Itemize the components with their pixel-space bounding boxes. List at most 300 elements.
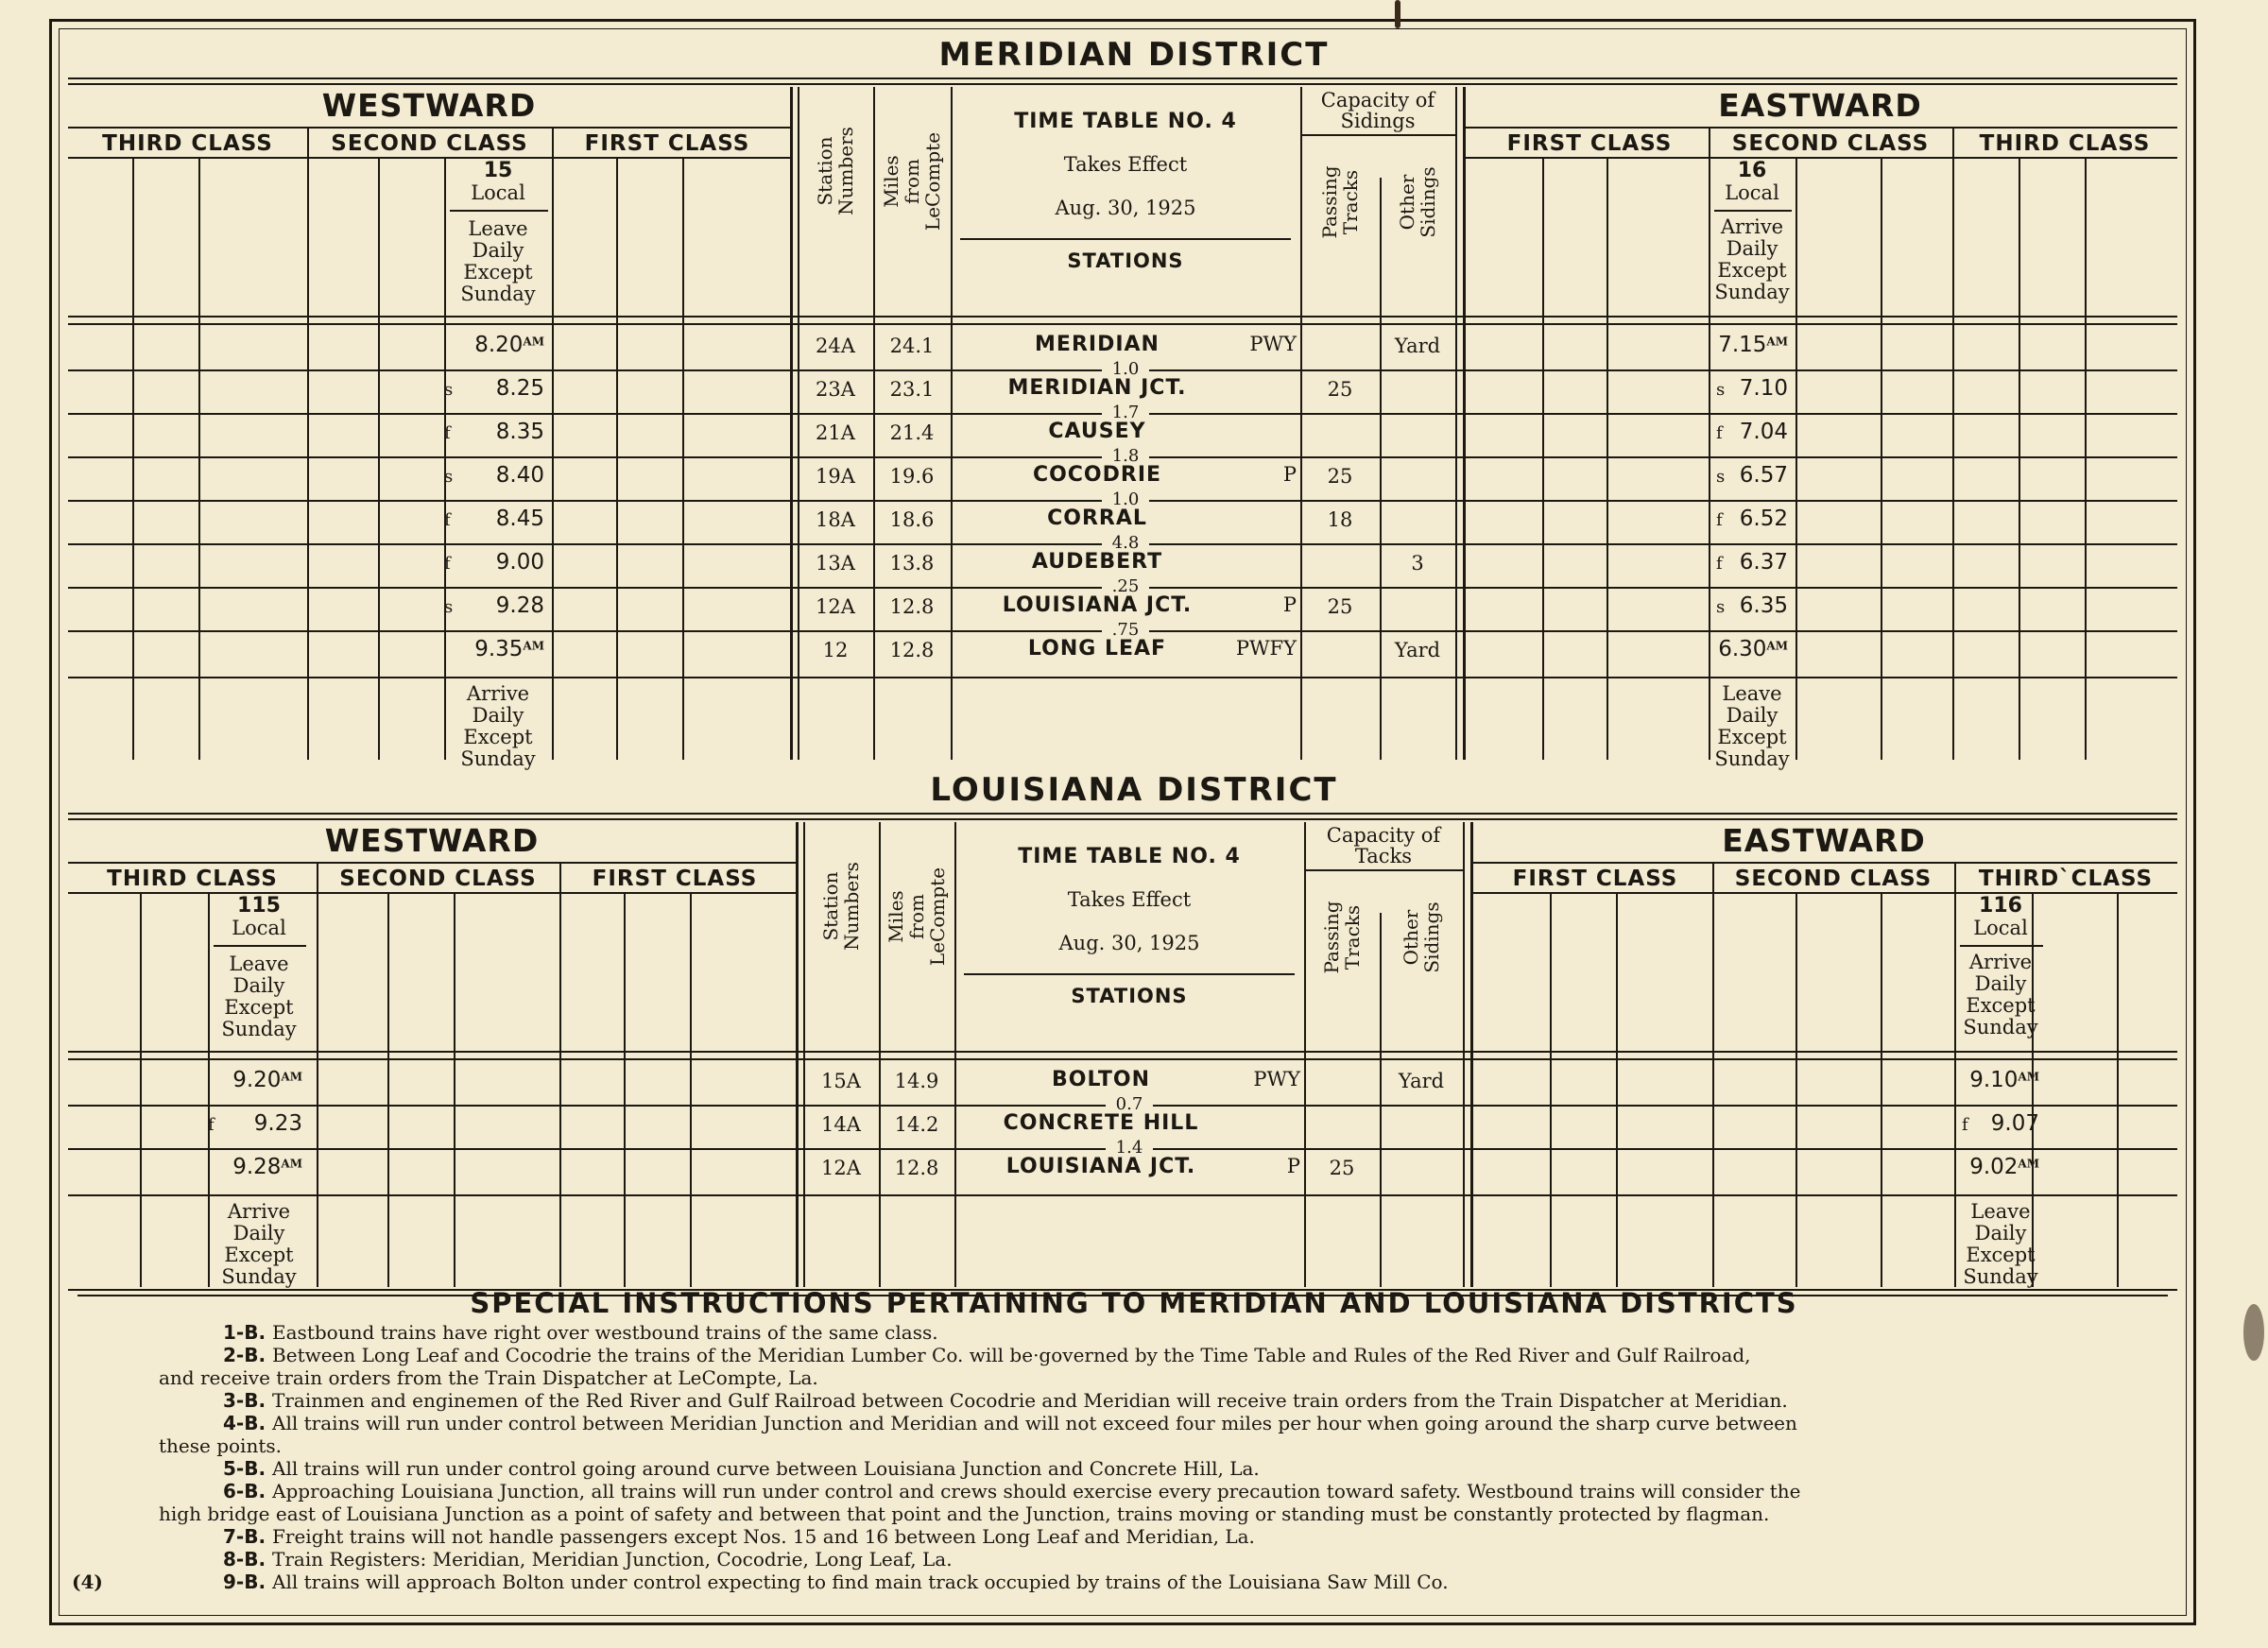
station-numbers-label-line: Station	[814, 136, 836, 206]
westward-rule	[68, 127, 790, 129]
row-rule	[68, 456, 951, 458]
station-number: 23A	[816, 378, 855, 401]
second-class-heading: SECOND CLASS	[1731, 131, 1930, 156]
am-pm-marker: AM	[2018, 1070, 2039, 1084]
third-class-heading: THIRD CLASS	[102, 131, 273, 156]
third-class-heading: THIRD CLASS	[1979, 131, 2151, 156]
other-sidings-label-line: Other	[1396, 174, 1418, 231]
instruction-number: 8-B.	[223, 1548, 273, 1571]
stations-heading: STATIONS	[1067, 249, 1184, 272]
row-rule	[1300, 456, 2177, 458]
eastbound-time-cell	[1716, 420, 1788, 444]
class-rule	[1470, 892, 2177, 894]
station-number: 13A	[816, 552, 855, 575]
eastbound-leave-note: Leave	[1970, 1200, 2031, 1223]
train-time: 7.04	[1739, 420, 1788, 444]
stations-heading: STATIONS	[1071, 985, 1188, 1007]
stop-flag: f	[1716, 510, 1723, 530]
station-number: 12A	[821, 1157, 861, 1179]
other-sidings-capacity: 3	[1411, 552, 1424, 575]
eastbound-time-cell	[1716, 376, 1788, 401]
class-divider	[307, 127, 309, 760]
instruction-text: Eastbound trains have right over westbound trains of the same class.	[272, 1321, 938, 1344]
train-time: 9.20	[232, 1068, 282, 1092]
passing-tracks-label-line: Tracks	[1339, 169, 1362, 235]
distance-between-stations: 4.8	[1111, 533, 1140, 553]
timetable-title: TIME TABLE NO. 4	[1018, 845, 1241, 868]
eastward-rule	[1470, 862, 2177, 864]
row-rule	[68, 369, 951, 371]
westbound-train-type: Local	[471, 181, 525, 204]
passing-tracks-capacity: 25	[1327, 378, 1353, 401]
effective-date: Aug. 30, 1925	[1055, 197, 1196, 219]
eastbound-arrive-note: Sunday	[1714, 281, 1790, 303]
class-divider	[317, 862, 318, 1287]
instruction-line	[223, 1480, 1800, 1502]
train-column-rule	[1881, 157, 1882, 760]
row-rule	[68, 630, 951, 632]
stop-flag: f	[444, 510, 451, 530]
capacity-label: Tacks	[1354, 845, 1413, 867]
eastbound-leave-note: Except	[1966, 1244, 2036, 1266]
miles-from-lecompte: 13.8	[889, 552, 935, 575]
other-sidings-capacity: Yard	[1394, 639, 1441, 661]
train-column-rule	[132, 157, 134, 760]
station-name: CAUSEY	[1048, 420, 1146, 443]
instruction-text: these points.	[159, 1434, 282, 1457]
instruction-text: Approaching Louisiana Junction, all trains will run under control and crews should exercise every precaution toward safety. Westbound trains will consider the	[272, 1480, 1801, 1502]
stop-flag: f	[444, 554, 451, 574]
eastbound-time-cell	[1716, 333, 1788, 357]
train-time: 6.30	[1718, 637, 1767, 661]
district-title-rule	[68, 83, 2177, 85]
row-rule	[1300, 413, 2177, 415]
row-rule	[68, 413, 951, 415]
stop-flag: s	[444, 597, 454, 617]
eastward-heading: EASTWARD	[1718, 87, 1922, 124]
westbound-leave-note: Sunday	[221, 1018, 297, 1040]
passing-divider	[1380, 913, 1382, 1287]
westbound-train-number: 115	[237, 894, 281, 918]
station-name: BOLTON	[1052, 1068, 1150, 1091]
westbound-time-cell	[208, 1068, 302, 1092]
train-time: 6.57	[1739, 463, 1788, 488]
row-rule	[1300, 500, 2177, 502]
passing-tracks-capacity: 25	[1329, 1157, 1355, 1179]
passing-tracks-capacity: 25	[1327, 595, 1353, 618]
instruction-text: Between Long Leaf and Cocodrie the trains of the Meridian Lumber Co. will be·governed by the Time Table and Rules of the Red River and Gulf Railroad,	[272, 1344, 1751, 1366]
train-column-rule	[1796, 157, 1797, 760]
train-column-rule	[624, 892, 626, 1287]
station-codes: P	[1282, 593, 1297, 616]
row-rule	[68, 543, 951, 545]
train-time: 8.20	[474, 333, 524, 357]
train-time: 8.35	[495, 420, 544, 444]
eastbound-arrive-note: Daily	[1726, 237, 1778, 260]
station-name: LOUISIANA JCT.	[1005, 1155, 1196, 1178]
instruction-number: 6-B.	[223, 1480, 273, 1502]
class-divider	[559, 862, 561, 1287]
stop-flag: f	[444, 423, 451, 443]
row-rule	[68, 587, 951, 589]
class-rule	[1463, 157, 2177, 159]
eastbound-time-cell	[1962, 1155, 2039, 1179]
westbound-leave-note: Daily	[232, 974, 285, 997]
class-divider	[552, 127, 554, 760]
miles-from-lecompte: 18.6	[889, 508, 935, 531]
passing-tracks-label	[1319, 146, 1361, 259]
miles-from-lecompte: 24.1	[889, 335, 935, 357]
miles-from-lecompte: 21.4	[889, 421, 935, 444]
instruction-line	[223, 1321, 938, 1344]
passing-tracks-label	[1321, 881, 1363, 994]
eastward-heading: EASTWARD	[1722, 822, 1926, 859]
other-sidings-label	[1397, 146, 1438, 259]
instruction-line	[159, 1502, 1769, 1525]
other-sidings-label-line: Sidings	[1420, 901, 1443, 973]
section-divider	[1470, 822, 1473, 1287]
station-numbers-label-line: Numbers	[840, 862, 863, 951]
eastbound-time-cell	[1962, 1111, 2039, 1136]
train-time: 8.25	[495, 376, 544, 401]
instruction-number: 2-B.	[223, 1344, 273, 1366]
miles-from-lecompte-label-line: from	[905, 894, 928, 939]
eastbound-train-number: 116	[1979, 894, 2022, 918]
station-number: 18A	[816, 508, 855, 531]
table-foot-rule	[68, 1194, 2177, 1196]
stop-flag: f	[1716, 423, 1723, 443]
miles-from-lecompte-label-line: LeCompte	[926, 867, 949, 967]
westbound-arrive-note: Except	[224, 1244, 294, 1266]
instruction-text: Freight trains will not handle passengers except Nos. 15 and 16 between Long Leaf and Meridian, La.	[272, 1525, 1255, 1548]
train-header-rule	[214, 945, 306, 947]
miles-from-lecompte-label-line: from	[901, 159, 923, 204]
eastbound-arrive-note: Except	[1966, 994, 2036, 1017]
capacity-rule	[1300, 134, 1455, 136]
miles-from-lecompte-label	[885, 860, 948, 973]
timetable-title: TIME TABLE NO. 4	[1014, 110, 1237, 133]
train-time: 9.28	[232, 1155, 282, 1179]
train-time: 7.15	[1718, 333, 1767, 357]
miles-from-lecompte-label-line: LeCompte	[921, 131, 944, 232]
westbound-time-cell	[444, 333, 544, 357]
train-time: 9.10	[1969, 1068, 2019, 1092]
instruction-number: 3-B.	[223, 1389, 273, 1412]
train-column-rule	[2019, 157, 2020, 760]
eastbound-time-cell	[1716, 550, 1788, 575]
instruction-line	[223, 1412, 1797, 1434]
station-name: COCODRIE	[1032, 463, 1162, 487]
station-name: AUDEBERT	[1031, 550, 1163, 574]
instruction-number: 7-B.	[223, 1525, 273, 1548]
miles-divider	[951, 87, 953, 760]
third-class-heading: THIRD CLASS	[107, 867, 278, 891]
first-class-heading: FIRST CLASS	[1512, 867, 1678, 891]
westward-heading: WESTWARD	[324, 822, 540, 859]
station-name: MERIDIAN JCT.	[1007, 376, 1187, 400]
train-time: 6.52	[1739, 506, 1788, 531]
row-rule	[1300, 630, 2177, 632]
stop-flag: f	[208, 1115, 215, 1135]
capacity-label: Capacity of	[1320, 89, 1435, 112]
other-sidings-label-line: Other	[1400, 909, 1422, 966]
instruction-line	[223, 1571, 1449, 1593]
westward-rule	[68, 862, 796, 864]
station-number: 21A	[816, 421, 855, 444]
distance-between-stations: 1.0	[1111, 359, 1140, 379]
westbound-leave-note: Leave	[468, 217, 528, 240]
instruction-line	[223, 1344, 1751, 1366]
other-sidings-label-line: Sidings	[1417, 166, 1439, 238]
distance-between-stations: 1.7	[1111, 403, 1140, 422]
stations-divider	[1304, 822, 1306, 1287]
train-time: 9.23	[253, 1111, 302, 1136]
westbound-arrive-note: Arrive	[227, 1200, 291, 1223]
other-sidings-capacity: Yard	[1394, 335, 1441, 357]
eastbound-arrive-note: Sunday	[1963, 1016, 2038, 1039]
eastbound-time-cell	[1716, 506, 1788, 531]
station-number: 24A	[816, 335, 855, 357]
distance-between-stations: 0.7	[1115, 1094, 1143, 1114]
am-pm-marker: AM	[281, 1070, 302, 1084]
instruction-line	[159, 1366, 818, 1389]
westbound-time-cell	[208, 1155, 302, 1179]
passing-divider	[1380, 178, 1382, 760]
train-header-rule	[1714, 210, 1792, 212]
station-number: 12A	[816, 595, 855, 618]
train-column-rule	[1542, 157, 1544, 760]
page-number: (4)	[72, 1571, 103, 1593]
instruction-number: 5-B.	[223, 1457, 273, 1480]
instruction-text: Train Registers: Meridian, Meridian Junction, Cocodrie, Long Leaf, La.	[272, 1548, 953, 1571]
train-time: 9.28	[495, 593, 544, 618]
table-foot-rule	[68, 677, 2177, 678]
instruction-number: 1-B.	[223, 1321, 273, 1344]
eastbound-leave-note: Leave	[1722, 682, 1782, 705]
westbound-arrive-note: Sunday	[221, 1265, 297, 1288]
westbound-arrive-note: Arrive	[466, 682, 530, 705]
train-time: 8.40	[495, 463, 544, 488]
westbound-time-cell	[208, 1111, 302, 1136]
westbound-leave-note: Except	[224, 996, 294, 1019]
ink-stain	[2243, 1304, 2264, 1361]
train-column-rule	[1796, 892, 1797, 1287]
westbound-train-type: Local	[232, 917, 286, 939]
other-sidings-capacity: Yard	[1398, 1070, 1445, 1092]
train-time: 6.35	[1739, 593, 1788, 618]
westbound-arrive-note: Sunday	[460, 747, 536, 770]
westbound-leave-note: Daily	[472, 239, 524, 262]
third-class-heading: THIRD`CLASS	[1978, 867, 2154, 891]
miles-from-lecompte-label-line: Miles	[880, 155, 902, 208]
eastbound-arrive-note: Daily	[1974, 972, 2027, 995]
district-title-rule	[68, 77, 2177, 79]
row-rule	[68, 500, 951, 502]
westbound-time-cell	[444, 637, 544, 661]
district-title: LOUISIANA DISTRICT	[930, 771, 1338, 809]
instruction-text: All trains will run under control going around curve between Louisiana Junction and Concrete Hill, La.	[272, 1457, 1260, 1480]
distance-between-stations: 1.0	[1111, 489, 1140, 509]
distance-between-stations: .75	[1111, 620, 1140, 640]
station-number: 19A	[816, 465, 855, 488]
eastbound-time-cell	[1716, 637, 1788, 661]
miles-from-lecompte: 12.8	[889, 595, 935, 618]
westbound-time-cell	[444, 463, 544, 488]
class-divider	[1712, 862, 1714, 1287]
station-numbers-label-line: Numbers	[834, 127, 857, 215]
station-codes: P	[1286, 1155, 1300, 1177]
eastbound-time-cell	[1716, 593, 1788, 618]
row-rule	[68, 1148, 954, 1150]
train-column-rule	[1881, 892, 1882, 1287]
instruction-number: 4-B.	[223, 1412, 273, 1434]
stop-flag: s	[1716, 597, 1726, 617]
train-column-rule	[1550, 892, 1552, 1287]
eastbound-leave-note: Sunday	[1963, 1265, 2038, 1288]
instruction-line	[159, 1434, 282, 1457]
train-column-rule	[387, 892, 389, 1287]
table-head-rule	[68, 1058, 2177, 1060]
other-sidings-label	[1400, 881, 1442, 994]
second-class-heading: SECOND CLASS	[1734, 867, 1933, 891]
distance-between-stations: .25	[1111, 576, 1140, 596]
eastward-rule	[1463, 127, 2177, 129]
station-name: CORRAL	[1047, 506, 1147, 530]
westbound-time-cell	[444, 506, 544, 531]
capacity-label: Sidings	[1340, 110, 1416, 132]
miles-from-lecompte: 12.8	[894, 1157, 939, 1179]
eastbound-train-type: Local	[1725, 181, 1779, 204]
eastbound-leave-note: Daily	[1974, 1222, 2027, 1245]
train-time: 8.45	[495, 506, 544, 531]
miles-from-lecompte: 14.2	[894, 1113, 939, 1136]
westbound-time-cell	[444, 376, 544, 401]
eastbound-leave-note: Daily	[1726, 704, 1778, 727]
train-column-rule	[616, 157, 618, 760]
instruction-line	[223, 1457, 1260, 1480]
station-codes: P	[1282, 463, 1297, 486]
eastbound-leave-note: Except	[1717, 726, 1787, 748]
westbound-time-cell	[444, 593, 544, 618]
eastbound-leave-note: Sunday	[1714, 747, 1790, 770]
section-divider	[803, 822, 805, 1287]
eastbound-arrive-note: Arrive	[1968, 951, 2033, 973]
stations-divider	[1300, 87, 1302, 760]
ink-mark	[1395, 0, 1400, 28]
stop-flag: s	[1716, 380, 1726, 400]
district-title-rule	[68, 818, 2177, 820]
westbound-leave-note: Sunday	[460, 283, 536, 305]
train-column-rule	[1606, 157, 1608, 760]
passing-tracks-capacity: 25	[1327, 465, 1353, 488]
stations-rule	[964, 973, 1295, 975]
first-class-heading: FIRST CLASS	[584, 131, 750, 156]
capacity-rule	[1304, 869, 1463, 871]
first-class-heading: FIRST CLASS	[592, 867, 758, 891]
westbound-arrive-note: Daily	[232, 1222, 285, 1245]
station-number: 14A	[821, 1113, 861, 1136]
am-pm-marker: AM	[523, 639, 544, 653]
station-number: 12	[822, 639, 849, 661]
miles-from-lecompte-label-line: Miles	[885, 890, 907, 943]
train-header-rule	[1960, 945, 2043, 947]
eastbound-arrive-note: Arrive	[1720, 215, 1784, 238]
eastbound-arrive-note: Except	[1717, 259, 1787, 282]
westbound-time-cell	[444, 420, 544, 444]
instruction-text: All trains will run under control between Meridian Junction and Meridian and will not exceed four miles per hour when going around the sharp curve between	[272, 1412, 1797, 1434]
instruction-line	[223, 1389, 1788, 1412]
table-head-rule	[68, 316, 2177, 318]
passing-tracks-label-line: Passing	[1320, 901, 1343, 974]
instruction-text: All trains will approach Bolton under control expecting to find main track occupied by trains of the Louisiana Saw Mill Co.	[272, 1571, 1449, 1593]
stop-flag: s	[444, 467, 454, 487]
station-codes: PWY	[1249, 333, 1297, 355]
miles-from-lecompte-label	[881, 125, 943, 238]
second-class-heading: SECOND CLASS	[339, 867, 537, 891]
instructions-title: SPECIAL INSTRUCTIONS PERTAINING TO MERIDIAN AND LOUISIANA DISTRICTS	[470, 1287, 1798, 1319]
station-numbers-label	[815, 114, 856, 228]
train-time: 9.00	[495, 550, 544, 575]
westward-heading: WESTWARD	[321, 87, 537, 124]
row-rule	[1304, 1105, 2177, 1107]
stop-flag: s	[1716, 467, 1726, 487]
table-head-rule	[68, 1051, 2177, 1053]
capacity-label: Capacity of	[1326, 824, 1441, 847]
distance-between-stations: 1.4	[1115, 1138, 1143, 1158]
station-name: LOUISIANA JCT.	[1002, 593, 1193, 617]
eastbound-train-type: Local	[1973, 917, 2028, 939]
table-head-rule	[68, 323, 2177, 325]
section-divider	[1455, 87, 1457, 760]
miles-from-lecompte: 12.8	[889, 639, 935, 661]
eastbound-train-number: 16	[1737, 159, 1767, 182]
instruction-text: and receive train orders from the Train Dispatcher at LeCompte, La.	[159, 1366, 818, 1389]
row-rule	[68, 1105, 954, 1107]
train-column-rule	[454, 892, 455, 1287]
train-time: 6.37	[1739, 550, 1788, 575]
train-time: 9.02	[1969, 1155, 2019, 1179]
instruction-line	[223, 1525, 1255, 1548]
passing-tracks-capacity: 18	[1327, 508, 1353, 531]
row-rule	[1304, 1148, 2177, 1150]
distance-between-stations: 1.8	[1111, 446, 1140, 466]
miles-from-lecompte: 14.9	[894, 1070, 939, 1092]
instruction-text: Trainmen and enginemen of the Red River and Gulf Railroad between Cocodrie and Meridian will receive train orders from the Train Dispatcher at Meridian.	[272, 1389, 1788, 1412]
train-time: 7.10	[1739, 376, 1788, 401]
stations-rule	[960, 238, 1291, 240]
station-name: CONCRETE HILL	[1003, 1111, 1199, 1135]
section-divider	[796, 822, 799, 1287]
station-number-divider	[879, 822, 881, 1287]
instruction-number: 9-B.	[223, 1571, 273, 1593]
train-header-rule	[450, 210, 548, 212]
station-number: 15A	[821, 1070, 861, 1092]
am-pm-marker: AM	[2018, 1157, 2039, 1171]
district-title: MERIDIAN DISTRICT	[938, 36, 1330, 74]
train-column-rule	[378, 157, 380, 760]
train-column-rule	[2085, 157, 2087, 760]
row-rule	[1300, 543, 2177, 545]
class-divider	[1952, 127, 1954, 760]
section-divider	[1463, 87, 1466, 760]
stop-flag: s	[444, 380, 454, 400]
am-pm-marker: AM	[1766, 639, 1788, 653]
train-column-rule	[690, 892, 692, 1287]
passing-tracks-label-line: Tracks	[1341, 904, 1364, 970]
westbound-leave-note: Except	[463, 261, 533, 283]
eastbound-time-cell	[1716, 463, 1788, 488]
station-numbers-label	[820, 850, 862, 963]
